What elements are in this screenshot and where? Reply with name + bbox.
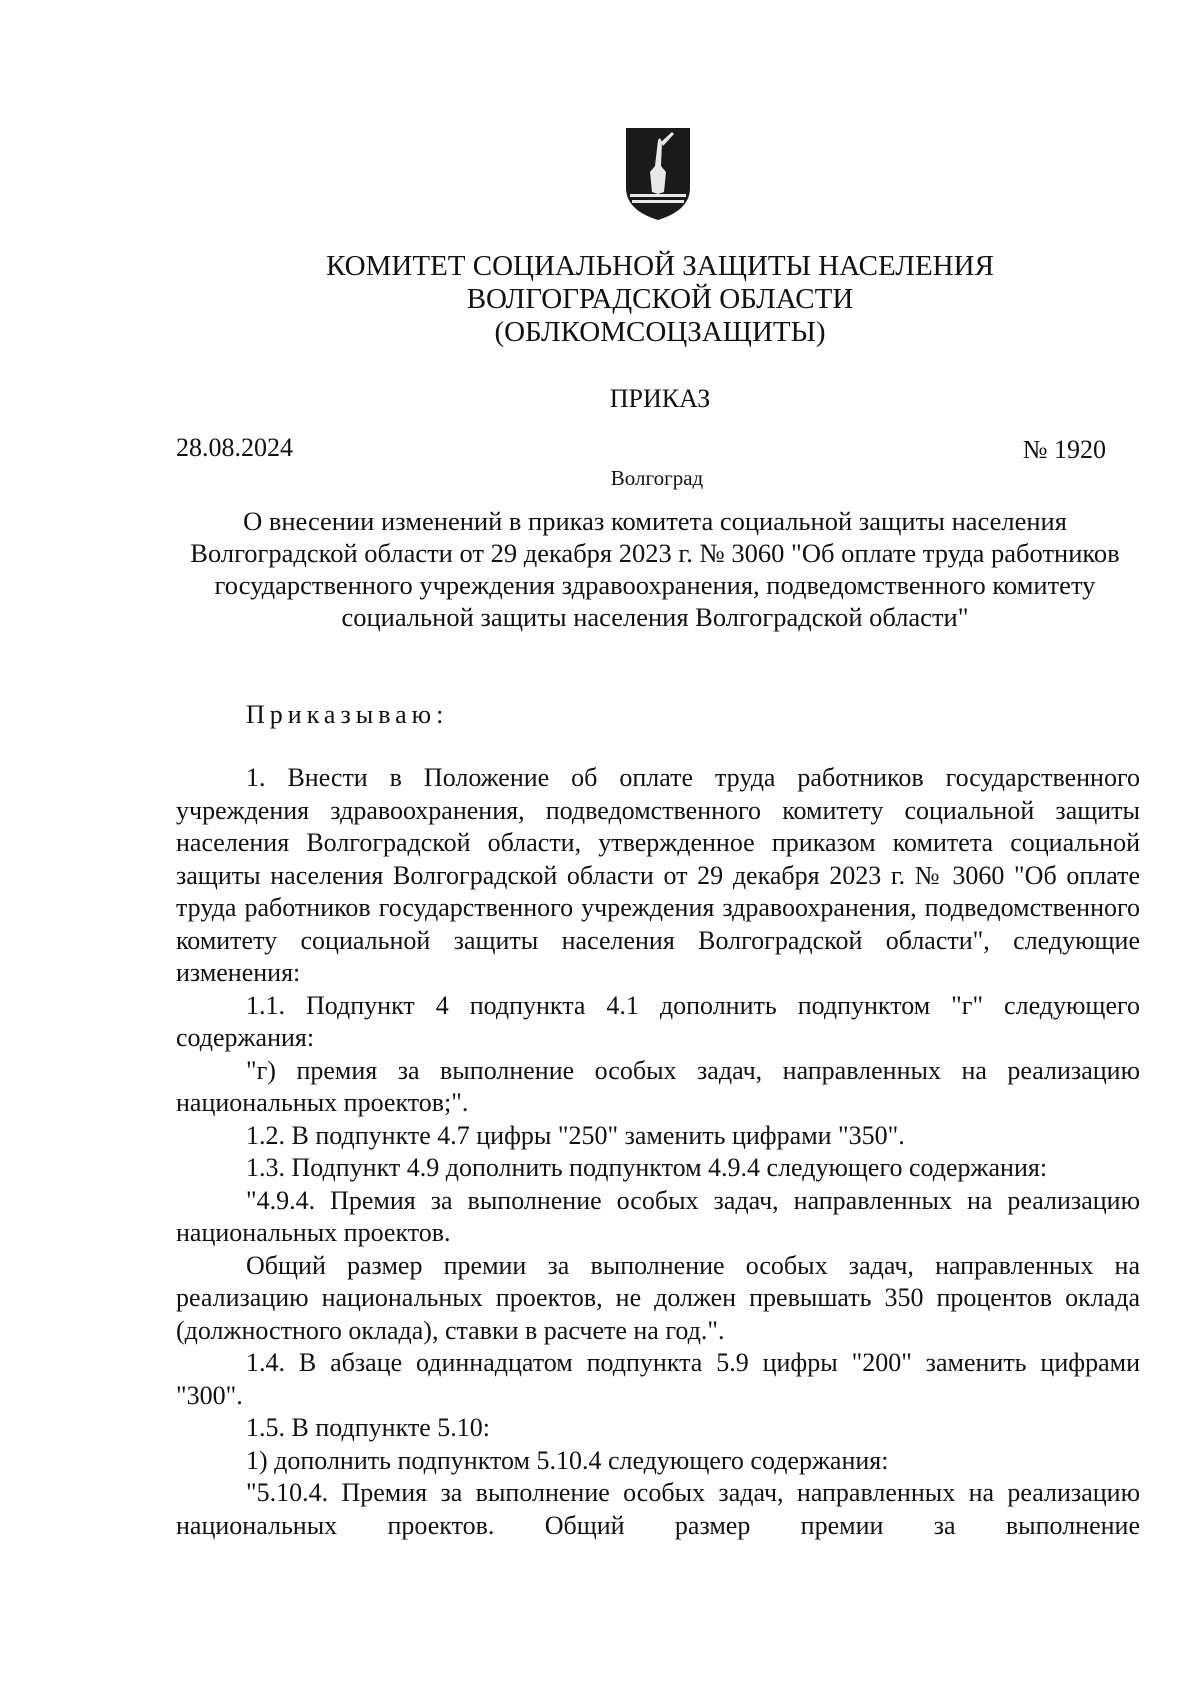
paragraph: "г) премия за выполнение особых задач, направленных на реализацию национальных проектов;". xyxy=(176,1055,1140,1117)
organization-line-2: ВОЛГОГРАДСКОЙ ОБЛАСТИ xyxy=(466,283,854,315)
order-word: Приказываю: xyxy=(246,700,449,729)
paragraph: 1.2. В подпункте 4.7 цифры "250" заменить цифрами "350". xyxy=(246,1120,905,1150)
document-body xyxy=(176,762,1140,1542)
paragraph: 1.3. Подпункт 4.9 дополнить подпунктом 4.9.4 следующего содержания: xyxy=(246,1153,1048,1182)
document-subject: О внесении изменений в приказ комитета социальной защиты населения Волгоградской области от 29 декабря 2023 г. № 3060 "Об оплате труда работников государственного учреждения здравоохранения, подведомственного комитету социальной защиты населения Волгоградской области" xyxy=(190,506,1120,632)
document-date: 28.08.2024 xyxy=(176,433,293,462)
coat-of-arms-icon xyxy=(622,126,694,222)
paragraph: 1) дополнить подпунктом 5.10.4 следующего содержания: xyxy=(246,1445,889,1475)
document-number: № 1920 xyxy=(1022,435,1106,464)
paragraph: 1.1. Подпункт 4 подпункта 4.1 дополнить подпунктом "г" следующего содержания: xyxy=(176,990,1140,1052)
organization-line-1: КОМИТЕТ СОЦИАЛЬНОЙ ЗАЩИТЫ НАСЕЛЕНИЯ xyxy=(326,250,994,282)
paragraph: 1.4. В абзаце одиннадцатом подпункта 5.9 цифры "200" заменить цифрами "300". xyxy=(176,1348,1140,1410)
paragraph: Общий размер премии за выполнение особых задач, направленных на реализацию национальных проектов, не должен превышать 350 процентов оклада (должностного оклада), ставки в расчете на год.". xyxy=(176,1250,1140,1345)
coat-of-arms-emblem xyxy=(622,126,694,222)
organization-line-3: (ОБЛКОМСОЦЗАЩИТЫ) xyxy=(494,316,826,348)
paragraph: "5.10.4. Премия за выполнение особых задач, направленных на реализацию национальных проектов. Общий размер премии за выполнение xyxy=(176,1478,1140,1540)
paragraph: 1. Внести в Положение об оплате труда работников государственного учреждения здравоохранения, подведомственного комитету социальной защиты населения Волгоградской области, утвержденное приказом комитета социальной защиты населения Волгоградской области от 29 декабря 2023 г. № 3060 "Об оплате труда работников государственного учреждения здравоохранения, подведомственного комитету социальной защиты населения Волгоградской области", следующие изменения: xyxy=(176,763,1140,987)
document-type xyxy=(0,384,1200,414)
document-type-label: ПРИКАЗ xyxy=(609,384,711,413)
organization-header xyxy=(0,250,1200,349)
document-city xyxy=(0,465,1200,491)
paragraph: "4.9.4. Премия за выполнение особых задач, направленных на реализацию национальных проектов. xyxy=(176,1185,1140,1247)
paragraph: 1.5. В подпункте 5.10: xyxy=(246,1413,490,1442)
document-city-label: Волгоград xyxy=(610,466,704,490)
